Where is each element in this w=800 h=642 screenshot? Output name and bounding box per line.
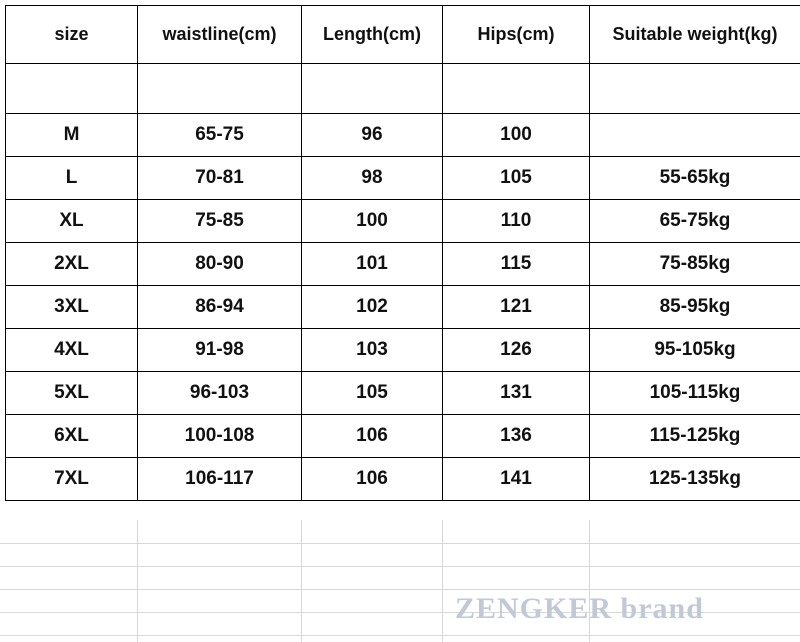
size-cell: 3XL	[6, 286, 138, 329]
sheet-gridline	[0, 543, 800, 544]
empty-cell	[138, 64, 302, 114]
length-cell: 103	[302, 329, 443, 372]
size-cell: 7XL	[6, 458, 138, 501]
hips-cell: 105	[443, 157, 590, 200]
size-cell: XL	[6, 200, 138, 243]
length-cell: 98	[302, 157, 443, 200]
size-cell: 4XL	[6, 329, 138, 372]
weight-cell: 55-65kg	[590, 157, 800, 200]
length-cell: 96	[302, 114, 443, 157]
hips-cell: 110	[443, 200, 590, 243]
sheet-gridline	[0, 566, 800, 567]
table-row	[6, 372, 800, 415]
table-row	[6, 329, 800, 372]
table-row	[6, 114, 800, 157]
weight-cell: 75-85kg	[590, 243, 800, 286]
table-row	[6, 458, 800, 501]
waistline-cell: 65-75	[138, 114, 302, 157]
weight-cell: 95-105kg	[590, 329, 800, 372]
header-row	[6, 6, 800, 64]
size-cell: 2XL	[6, 243, 138, 286]
size-cell: 6XL	[6, 415, 138, 458]
waistline-cell: 70-81	[138, 157, 302, 200]
table-row	[6, 286, 800, 329]
length-cell: 106	[302, 458, 443, 501]
hips-cell: 141	[443, 458, 590, 501]
length-cell: 100	[302, 200, 443, 243]
table-row	[6, 243, 800, 286]
weight-cell: 105-115kg	[590, 372, 800, 415]
weight-cell: 65-75kg	[590, 200, 800, 243]
length-cell: 105	[302, 372, 443, 415]
waistline-cell: 75-85	[138, 200, 302, 243]
waistline-cell: 106-117	[138, 458, 302, 501]
length-cell: 106	[302, 415, 443, 458]
sheet-gridline	[442, 520, 443, 642]
hips-cell: 115	[443, 243, 590, 286]
table-row	[6, 415, 800, 458]
header-suitable-weight: Suitable weight(kg)	[590, 6, 800, 64]
empty-cell	[6, 64, 138, 114]
hips-cell: 136	[443, 415, 590, 458]
hips-cell: 126	[443, 329, 590, 372]
size-chart-table	[5, 5, 800, 501]
waistline-cell: 80-90	[138, 243, 302, 286]
sheet-gridline	[0, 589, 800, 590]
weight-cell: 85-95kg	[590, 286, 800, 329]
waistline-cell: 86-94	[138, 286, 302, 329]
empty-cell	[302, 64, 443, 114]
waistline-cell: 96-103	[138, 372, 302, 415]
table-row	[6, 157, 800, 200]
table-row	[6, 200, 800, 243]
sheet-gridline	[301, 520, 302, 642]
hips-cell: 121	[443, 286, 590, 329]
empty-cell	[443, 64, 590, 114]
sheet-gridline	[137, 520, 138, 642]
header-hips: Hips(cm)	[443, 6, 590, 64]
header-length: Length(cm)	[302, 6, 443, 64]
sheet-gridline	[0, 635, 800, 636]
weight-cell: 125-135kg	[590, 458, 800, 501]
weight-cell: 115-125kg	[590, 415, 800, 458]
weight-cell	[590, 114, 800, 157]
size-cell: M	[6, 114, 138, 157]
length-cell: 101	[302, 243, 443, 286]
waistline-cell: 91-98	[138, 329, 302, 372]
hips-cell: 100	[443, 114, 590, 157]
brand-watermark: ZENGKER brand	[455, 592, 704, 625]
empty-cell	[590, 64, 800, 114]
header-size: size	[6, 6, 138, 64]
length-cell: 102	[302, 286, 443, 329]
empty-row	[6, 64, 800, 114]
header-waistline: waistline(cm)	[138, 6, 302, 64]
size-cell: L	[6, 157, 138, 200]
waistline-cell: 100-108	[138, 415, 302, 458]
size-cell: 5XL	[6, 372, 138, 415]
hips-cell: 131	[443, 372, 590, 415]
